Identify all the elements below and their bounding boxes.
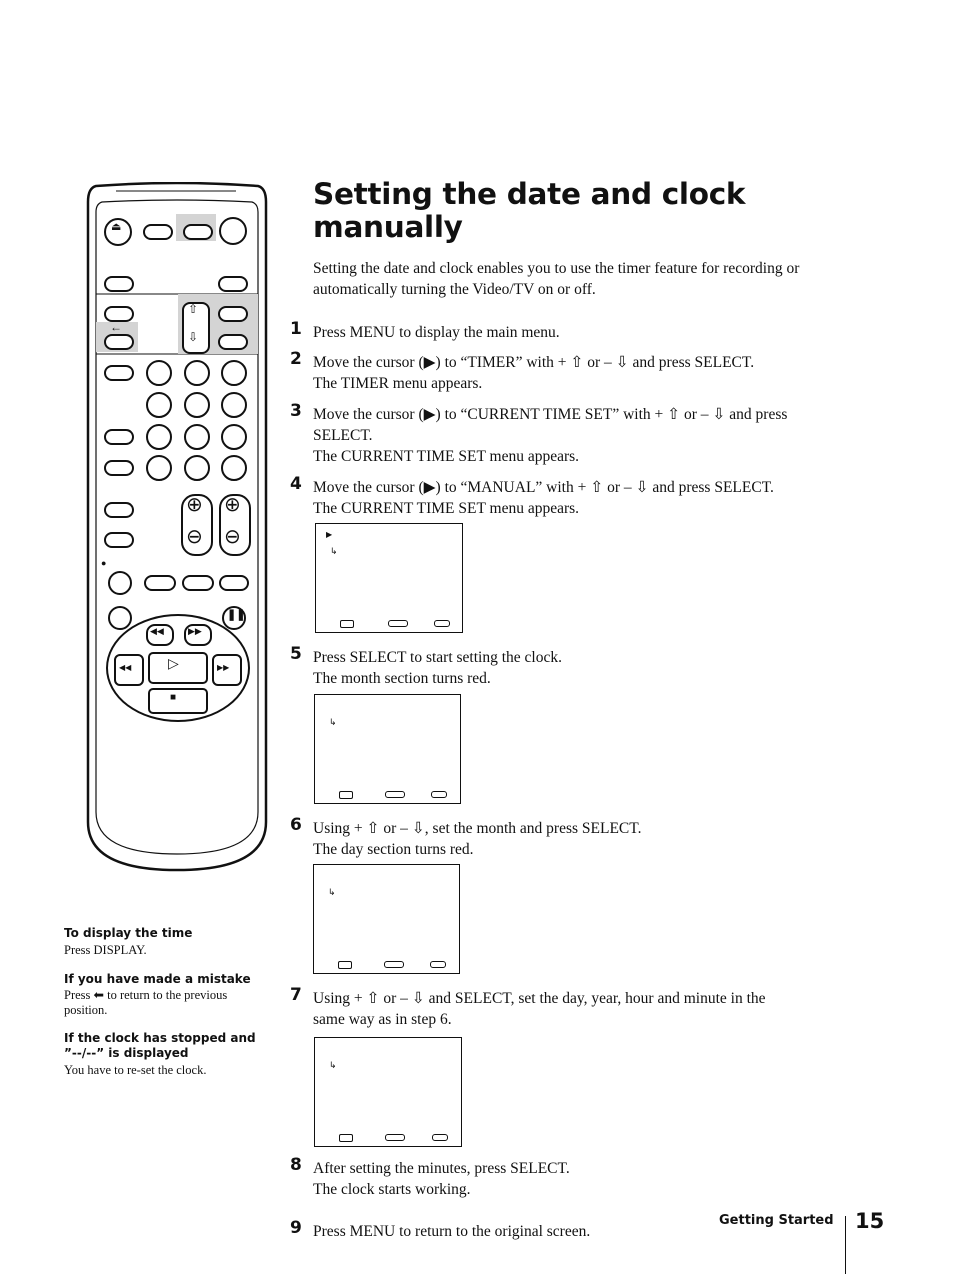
minus-button[interactable] <box>144 575 176 591</box>
step-text: Using + ⇧ or – ⇩, set the month and press SELECT. <box>313 820 642 837</box>
step-8 <box>290 1155 850 1200</box>
remote-button[interactable] <box>104 502 134 518</box>
step-text: Using + ⇧ or – ⇩ and SELECT, set the day, year, hour and minute in the <box>313 990 766 1007</box>
power-button[interactable] <box>219 217 247 245</box>
screen-indicator <box>432 1134 448 1141</box>
screen-badge <box>339 791 353 799</box>
step-text: Move the cursor (▶) to “CURRENT TIME SET” with + ⇧ or – ⇩ and press <box>313 406 788 423</box>
number-button[interactable] <box>184 424 210 450</box>
tv-screen-image <box>314 694 461 804</box>
step-3 <box>290 401 850 467</box>
skip-forward-icon: ▶▶ <box>217 663 230 672</box>
screen-indicator <box>430 961 446 968</box>
number-button[interactable] <box>184 455 210 481</box>
step-text: The month section turns red. <box>313 670 491 687</box>
step-text: Press MENU to return to the original screen. <box>313 1223 591 1240</box>
step-number: 4 <box>290 474 302 494</box>
number-button[interactable] <box>184 360 210 386</box>
step-number: 1 <box>290 319 302 339</box>
number-button[interactable] <box>221 455 247 481</box>
step-4 <box>290 474 850 519</box>
pause-icon: ❚❚ <box>227 609 246 621</box>
play-icon: ▷ <box>168 657 179 672</box>
remote-control-illustration <box>86 182 268 872</box>
remote-button[interactable] <box>219 575 249 591</box>
step-number: 2 <box>290 349 302 369</box>
up-arrow-icon: ⇧ <box>188 302 199 316</box>
remote-button[interactable] <box>104 365 134 381</box>
step-text: Move the cursor (▶) to “MANUAL” with + ⇧ or – ⇩ and press SELECT. <box>313 479 774 496</box>
fast-forward-icon: ▶▶ <box>188 626 202 636</box>
number-button[interactable] <box>146 360 172 386</box>
step-text: same way as in step 6. <box>313 1011 452 1028</box>
eject-icon: ⏏ <box>111 221 122 233</box>
number-button[interactable] <box>146 455 172 481</box>
record-button[interactable] <box>108 571 132 595</box>
step-7 <box>290 985 850 1030</box>
back-arrow-icon: ← <box>110 320 122 334</box>
screen-indicator <box>385 1134 405 1141</box>
tv-screen-image <box>313 864 460 974</box>
plus-icon: ⊕ <box>186 492 203 516</box>
step-text: The CURRENT TIME SET menu appears. <box>313 448 580 465</box>
footer-divider <box>845 1216 846 1274</box>
tv-screen-image <box>315 523 463 633</box>
select-button[interactable] <box>218 334 248 350</box>
step-6 <box>290 815 850 860</box>
step-text: Press MENU to display the main menu. <box>313 324 560 341</box>
step-number: 3 <box>290 401 302 421</box>
remote-button[interactable] <box>218 276 248 292</box>
stop-button[interactable] <box>148 688 208 714</box>
remote-button[interactable] <box>104 460 134 476</box>
screen-badge <box>339 1134 353 1142</box>
step-1 <box>290 319 850 343</box>
number-button[interactable] <box>146 424 172 450</box>
remote-button[interactable] <box>218 306 248 322</box>
cursor-icon: ▶ <box>326 530 333 539</box>
stop-icon: ■ <box>170 692 177 703</box>
pointer-icon: ↳ <box>328 887 336 897</box>
step-5 <box>290 644 850 689</box>
screen-indicator <box>385 791 405 798</box>
step-number: 7 <box>290 985 302 1005</box>
screen-indicator <box>388 620 408 627</box>
step-text: The CURRENT TIME SET menu appears. <box>313 500 580 517</box>
remote-button[interactable] <box>104 276 134 292</box>
plus-button[interactable] <box>182 575 214 591</box>
plus-icon: ⊕ <box>224 492 241 516</box>
note-body: You have to re-set the clock. <box>64 1063 207 1077</box>
screen-indicator <box>384 961 404 968</box>
pointer-icon: ↳ <box>330 546 338 556</box>
intro-paragraph: Setting the date and clock enables you to use the timer feature for recording or automatically turning the Video/TV on or off. <box>313 260 800 298</box>
number-button[interactable] <box>146 392 172 418</box>
screen-indicator <box>434 620 450 627</box>
number-button[interactable] <box>184 392 210 418</box>
step-text: Press SELECT to start setting the clock. <box>313 649 562 666</box>
screen-badge <box>340 620 354 628</box>
step-number: 9 <box>290 1218 302 1238</box>
step-text: SELECT. <box>313 427 373 444</box>
remote-button[interactable] <box>104 532 134 548</box>
note-heading: To display the time <box>64 926 193 940</box>
rewind-icon: ◀◀ <box>150 626 164 636</box>
step-text: The clock starts working. <box>313 1181 471 1198</box>
remote-button[interactable] <box>108 606 132 630</box>
step-text: The day section turns red. <box>313 841 474 858</box>
page-number: 15 <box>855 1209 885 1233</box>
step-text: Move the cursor (▶) to “TIMER” with + ⇧ or – ⇩ and press SELECT. <box>313 354 755 371</box>
down-arrow-icon: ⇩ <box>188 330 199 344</box>
skip-back-icon: ◀◀ <box>119 663 132 672</box>
pointer-icon: ↳ <box>329 717 337 727</box>
tv-screen-image <box>314 1037 462 1147</box>
step-text: After setting the minutes, press SELECT. <box>313 1160 570 1177</box>
minus-icon: ⊖ <box>224 524 241 548</box>
section-label: Getting Started <box>719 1213 834 1228</box>
remote-button[interactable] <box>143 224 173 240</box>
back-button[interactable] <box>104 334 134 350</box>
screen-badge <box>338 961 352 969</box>
note-body: Press DISPLAY. <box>64 943 147 957</box>
screen-indicator <box>431 791 447 798</box>
number-button[interactable] <box>221 424 247 450</box>
note-heading: If you have made a mistake <box>64 972 251 986</box>
minus-icon: ⊖ <box>186 524 203 548</box>
step-number: 5 <box>290 644 302 664</box>
menu-button[interactable] <box>183 224 213 240</box>
step-2 <box>290 349 850 394</box>
page-title: Setting the date and clock manually <box>313 177 746 244</box>
note-body: Press ⬅ to return to the previous position. <box>64 988 228 1017</box>
record-dot-icon: ● <box>101 558 107 568</box>
step-number: 8 <box>290 1155 302 1175</box>
number-button[interactable] <box>221 360 247 386</box>
step-number: 6 <box>290 815 302 835</box>
note-heading: If the clock has stopped and ”--/--” is displayed <box>64 1031 256 1060</box>
pointer-icon: ↳ <box>329 1060 337 1070</box>
remote-button[interactable] <box>104 429 134 445</box>
step-text: The TIMER menu appears. <box>313 375 483 392</box>
number-button[interactable] <box>221 392 247 418</box>
